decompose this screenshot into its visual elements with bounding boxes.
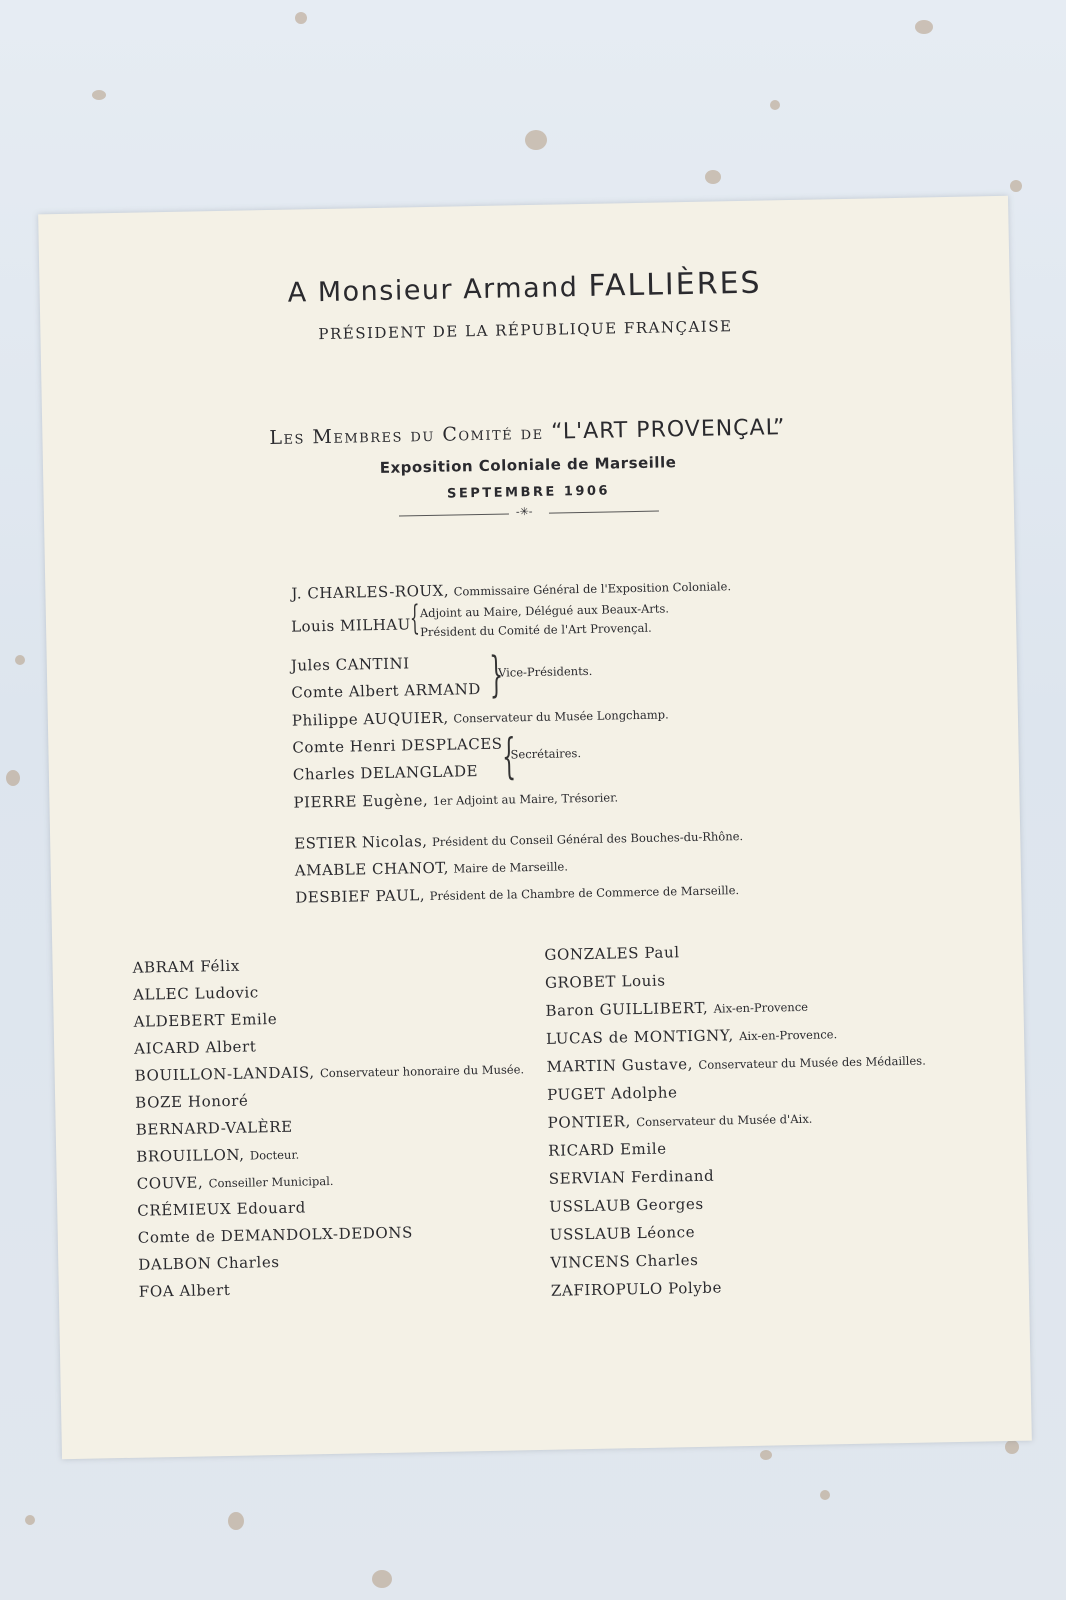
brace-secretaires: { [501, 728, 517, 785]
officer-desbief [295, 880, 739, 907]
officer-name: J. CHARLES-ROUX, [291, 581, 450, 603]
exposition-line: Exposition Coloniale de Marseille [379, 453, 677, 477]
member-name: USSLAUB Georges [549, 1194, 704, 1216]
foxing-spot [1005, 1440, 1019, 1454]
member-name: VINCENS Charles [550, 1250, 699, 1272]
foxing-spot [25, 1515, 35, 1525]
officer-eugene [293, 787, 618, 811]
member-left [134, 1037, 257, 1057]
officer-chanot [295, 856, 568, 879]
date-line: SEPTEMBRE 1906 [446, 483, 611, 502]
member-name: COUVE, [136, 1173, 204, 1193]
member-left [135, 1059, 525, 1084]
member-role: Conseiller Municipal. [208, 1173, 334, 1191]
member-right [551, 1278, 722, 1299]
title-prefix: A Monsieur Armand [287, 272, 579, 309]
officer-name: PIERRE Eugène, [293, 791, 429, 812]
member-name: BOUILLON-LANDAIS, [134, 1063, 315, 1085]
officer-desplaces [292, 735, 502, 757]
member-role: Docteur. [249, 1147, 300, 1163]
member-left [137, 1198, 306, 1219]
member-right [550, 1223, 696, 1244]
officer-role: Commissaire Général de l'Exposition Coloniale. [453, 579, 732, 599]
member-name: Comte de DEMANDOLX-DEDONS [137, 1223, 414, 1247]
member-name: SERVIAN Ferdinand [548, 1166, 715, 1188]
member-right [544, 943, 680, 964]
officer-name: Jules CANTINI [290, 654, 410, 675]
officer-estier [294, 826, 743, 853]
member-name: BROUILLON, [136, 1145, 245, 1166]
committee-art-name: “L'ART PROVENÇAL” [550, 415, 786, 445]
officer-role: Maire de Marseille. [453, 859, 569, 876]
member-left [139, 1281, 231, 1301]
member-left [133, 1010, 277, 1031]
member-name: AICARD Albert [134, 1037, 257, 1058]
member-right [547, 1083, 678, 1103]
foxing-spot [1010, 180, 1022, 192]
member-name: CRÉMIEUX Edouard [137, 1198, 307, 1220]
dedication-subtitle: PRÉSIDENT DE LA RÉPUBLIQUE FRANÇAISE [318, 317, 733, 344]
member-left [133, 983, 259, 1003]
member-name: ZAFIROPULO Polybe [550, 1278, 723, 1300]
foxing-spot [295, 12, 307, 24]
member-name: DALBON Charles [138, 1252, 280, 1274]
member-left [136, 1118, 293, 1139]
officer-role: Président de la Chambre de Commerce de Marseille. [429, 883, 740, 904]
foxing-spot [705, 170, 721, 184]
brace-vice-presidents: } [488, 646, 504, 703]
officer-name: Louis MILHAU [290, 615, 411, 636]
member-left [136, 1145, 299, 1166]
officer-role: Président du Conseil Général des Bouches-du-Rhône. [431, 829, 744, 849]
member-right [549, 1167, 715, 1188]
member-role: Conservateur du Musée des Médailles. [698, 1053, 926, 1072]
officer-name: ESTIER Nicolas, [294, 832, 428, 853]
ornamental-divider [399, 506, 659, 521]
dedication-page [38, 196, 1032, 1459]
dedication-title [39, 261, 1009, 315]
foxing-spot [15, 655, 25, 665]
member-right [546, 1024, 837, 1048]
member-name: GROBET Louis [544, 971, 666, 992]
foxing-spot [820, 1490, 830, 1500]
member-left [135, 1092, 249, 1112]
member-name: PUGET Adolphe [546, 1083, 678, 1104]
member-name: PONTIER, [547, 1112, 632, 1132]
member-right [547, 1109, 812, 1132]
committee-prefix: Les Membres du Comité de [269, 421, 544, 450]
officer-delanglade [293, 762, 478, 784]
vice-presidents-label: Vice-Présidents. [497, 663, 593, 680]
divider-line [549, 511, 659, 514]
foxing-spot [770, 100, 780, 110]
member-name: ABRAM Félix [132, 956, 241, 977]
member-left [138, 1223, 413, 1246]
officer-charles-roux [291, 576, 731, 602]
member-name: FOA Albert [138, 1280, 231, 1301]
foxing-spot [760, 1450, 772, 1460]
officer-name: AMABLE CHANOT, [294, 858, 450, 880]
foxing-spot [92, 90, 106, 100]
officer-role: 1er Adjoint au Maire, Trésorier. [432, 790, 619, 808]
member-right [546, 1051, 926, 1076]
officer-name: Philippe AUQUIER, [291, 708, 449, 730]
officer-name: Comte Albert ARMAND [291, 680, 481, 702]
member-name: BOZE Honoré [135, 1091, 249, 1112]
member-right [545, 972, 666, 992]
milhau-role-1: Adjoint au Maire, Délégué aux Beaux-Arts. [419, 601, 670, 621]
brace-milhau: { [409, 598, 421, 639]
member-name: BERNARD-VALÈRE [135, 1117, 293, 1139]
foxing-spot [6, 770, 20, 786]
foxing-spot [915, 20, 933, 34]
officer-role: Conservateur du Musée Longchamp. [453, 707, 669, 726]
member-right [548, 1140, 667, 1160]
foxing-spot [372, 1570, 392, 1588]
member-left [138, 1253, 280, 1274]
member-right [550, 1251, 698, 1272]
officer-milhau [291, 615, 411, 635]
member-role: Conservateur du Musée d'Aix. [636, 1111, 813, 1130]
foxing-spot [525, 130, 547, 150]
member-name: MARTIN Gustave, [546, 1055, 694, 1076]
divider-ornament: -✳- [515, 504, 533, 519]
member-name: ALLEC Ludovic [132, 983, 259, 1004]
member-right [545, 997, 808, 1020]
member-role: Aix-en-Provence [713, 999, 809, 1016]
member-left [132, 957, 240, 977]
officer-name: Comte Henri DESPLACES [292, 734, 503, 757]
member-name: LUCAS de MONTIGNY, [545, 1026, 734, 1048]
title-surname: FALLIÈRES [588, 265, 762, 304]
member-role: Conservateur honoraire du Musée. [319, 1062, 525, 1081]
officer-name: DESBIEF PAUL, [295, 886, 426, 907]
officer-name: Charles DELANGLADE [292, 762, 479, 784]
secretaires-label: Secrétaires. [510, 746, 582, 762]
officer-armand [291, 680, 481, 702]
milhau-role-2: Président du Comité de l'Art Provençal. [420, 620, 652, 640]
member-right [549, 1195, 704, 1216]
member-name: RICARD Emile [548, 1139, 667, 1160]
officer-auquier [292, 704, 669, 729]
member-name: GONZALES Paul [544, 943, 680, 964]
foxing-spot [228, 1512, 244, 1530]
member-role: Aix-en-Provence. [739, 1027, 838, 1044]
committee-heading [42, 411, 1012, 455]
member-left [137, 1171, 334, 1193]
member-name: USSLAUB Léonce [549, 1223, 696, 1244]
member-name: Baron GUILLIBERT, [545, 998, 709, 1020]
member-name: ALDEBERT Emile [133, 1009, 278, 1031]
divider-line [399, 513, 509, 516]
officer-cantini [291, 654, 410, 674]
